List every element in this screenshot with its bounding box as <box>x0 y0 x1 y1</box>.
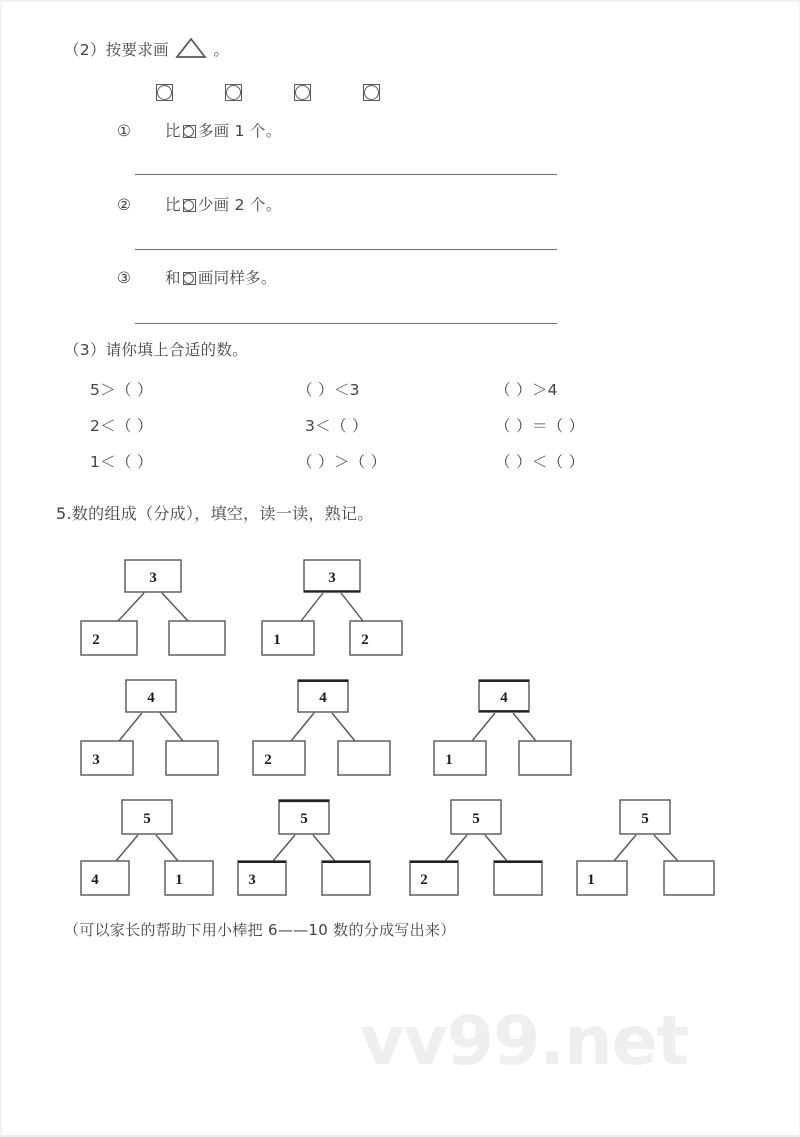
watermark: vv99.net <box>360 1002 689 1081</box>
item2-suffix: 少画 2 个。 <box>197 196 282 214</box>
compare-cell[interactable]: （ ）＜3 <box>297 381 360 399</box>
section2-item-marker-1: ① <box>117 122 132 140</box>
tree-right-value: 2 <box>361 632 369 648</box>
tree-left-value: 2 <box>264 752 272 768</box>
tree-left-value: 1 <box>445 752 453 768</box>
tree-left-value: 1 <box>587 872 595 888</box>
compare-cell[interactable]: 5＞（ ） <box>90 381 153 399</box>
tree-right-value: 1 <box>175 872 183 888</box>
placeholder-icon <box>294 84 311 101</box>
number-tree[interactable] <box>407 798 547 898</box>
tree-left-value: 2 <box>420 872 428 888</box>
compare-cell[interactable]: 2＜（ ） <box>90 417 153 435</box>
tree-top-value: 5 <box>472 811 480 827</box>
number-tree[interactable] <box>78 798 218 898</box>
section2-heading-suffix: 。 <box>213 41 230 59</box>
tree-top-value: 4 <box>500 690 508 706</box>
tree-left-value: 1 <box>273 632 281 648</box>
item3-suffix: 画同样多。 <box>197 269 277 287</box>
number-tree[interactable] <box>572 798 722 898</box>
tree-top-value: 5 <box>300 811 308 827</box>
placeholder-icon <box>363 84 380 101</box>
compare-cell[interactable]: （ ）＞4 <box>495 381 558 399</box>
compare-cell[interactable]: 1＜（ ） <box>90 453 153 471</box>
number-tree[interactable] <box>78 558 228 658</box>
number-tree[interactable] <box>250 678 400 778</box>
section2-item-marker-2: ② <box>117 196 132 214</box>
answer-rule-3[interactable] <box>135 323 557 324</box>
tree-left-value: 3 <box>92 752 100 768</box>
section2-item-text-3 <box>165 271 277 287</box>
section3-heading: （3）请你填上合适的数。 <box>64 341 248 359</box>
item1-prefix: 比 <box>165 122 181 140</box>
number-tree[interactable] <box>257 558 407 658</box>
section2-heading <box>64 36 229 60</box>
placeholder-icon <box>183 199 196 212</box>
compare-cell[interactable]: （ ）＜（ ） <box>495 453 585 471</box>
item2-prefix: 比 <box>165 196 181 214</box>
tree-top-value: 5 <box>143 811 151 827</box>
compare-cell[interactable]: （ ）＞（ ） <box>297 453 387 471</box>
item1-suffix: 多画 1 个。 <box>197 122 282 140</box>
compare-cell[interactable]: （ ）＝（ ） <box>495 417 585 435</box>
tree-top-value: 4 <box>147 690 155 706</box>
number-tree[interactable] <box>235 798 375 898</box>
tree-left-value: 2 <box>92 632 100 648</box>
tree-top-value: 4 <box>319 690 327 706</box>
section5-footnote: （可以家长的帮助下用小棒把 6——10 数的分成写出来） <box>64 921 456 939</box>
triangle-icon <box>174 36 208 60</box>
tree-top-value: 3 <box>149 570 157 586</box>
compare-cell[interactable]: 3＜（ ） <box>305 417 368 435</box>
tree-left-value: 3 <box>248 872 256 888</box>
placeholder-icon <box>156 84 173 101</box>
tree-top-value: 3 <box>328 570 336 586</box>
placeholder-icon <box>183 272 196 285</box>
tree-top-value: 5 <box>641 811 649 827</box>
item3-prefix: 和 <box>165 269 181 287</box>
placeholder-icon <box>225 84 242 101</box>
section2-heading-prefix: （2）按要求画 <box>64 41 169 59</box>
section2-item-marker-3: ③ <box>117 269 132 287</box>
section2-item-text-1 <box>165 124 282 140</box>
answer-rule-2[interactable] <box>135 249 557 250</box>
answer-rule-1[interactable] <box>135 174 557 175</box>
number-tree[interactable] <box>78 678 228 778</box>
symbol-row <box>154 84 382 102</box>
placeholder-icon <box>183 125 196 138</box>
section2-item-text-2 <box>165 198 282 214</box>
tree-left-value: 4 <box>91 872 99 888</box>
section5-heading: 5.数的组成（分成），填空，读一读，熟记。 <box>56 504 374 523</box>
number-tree[interactable] <box>427 678 577 778</box>
